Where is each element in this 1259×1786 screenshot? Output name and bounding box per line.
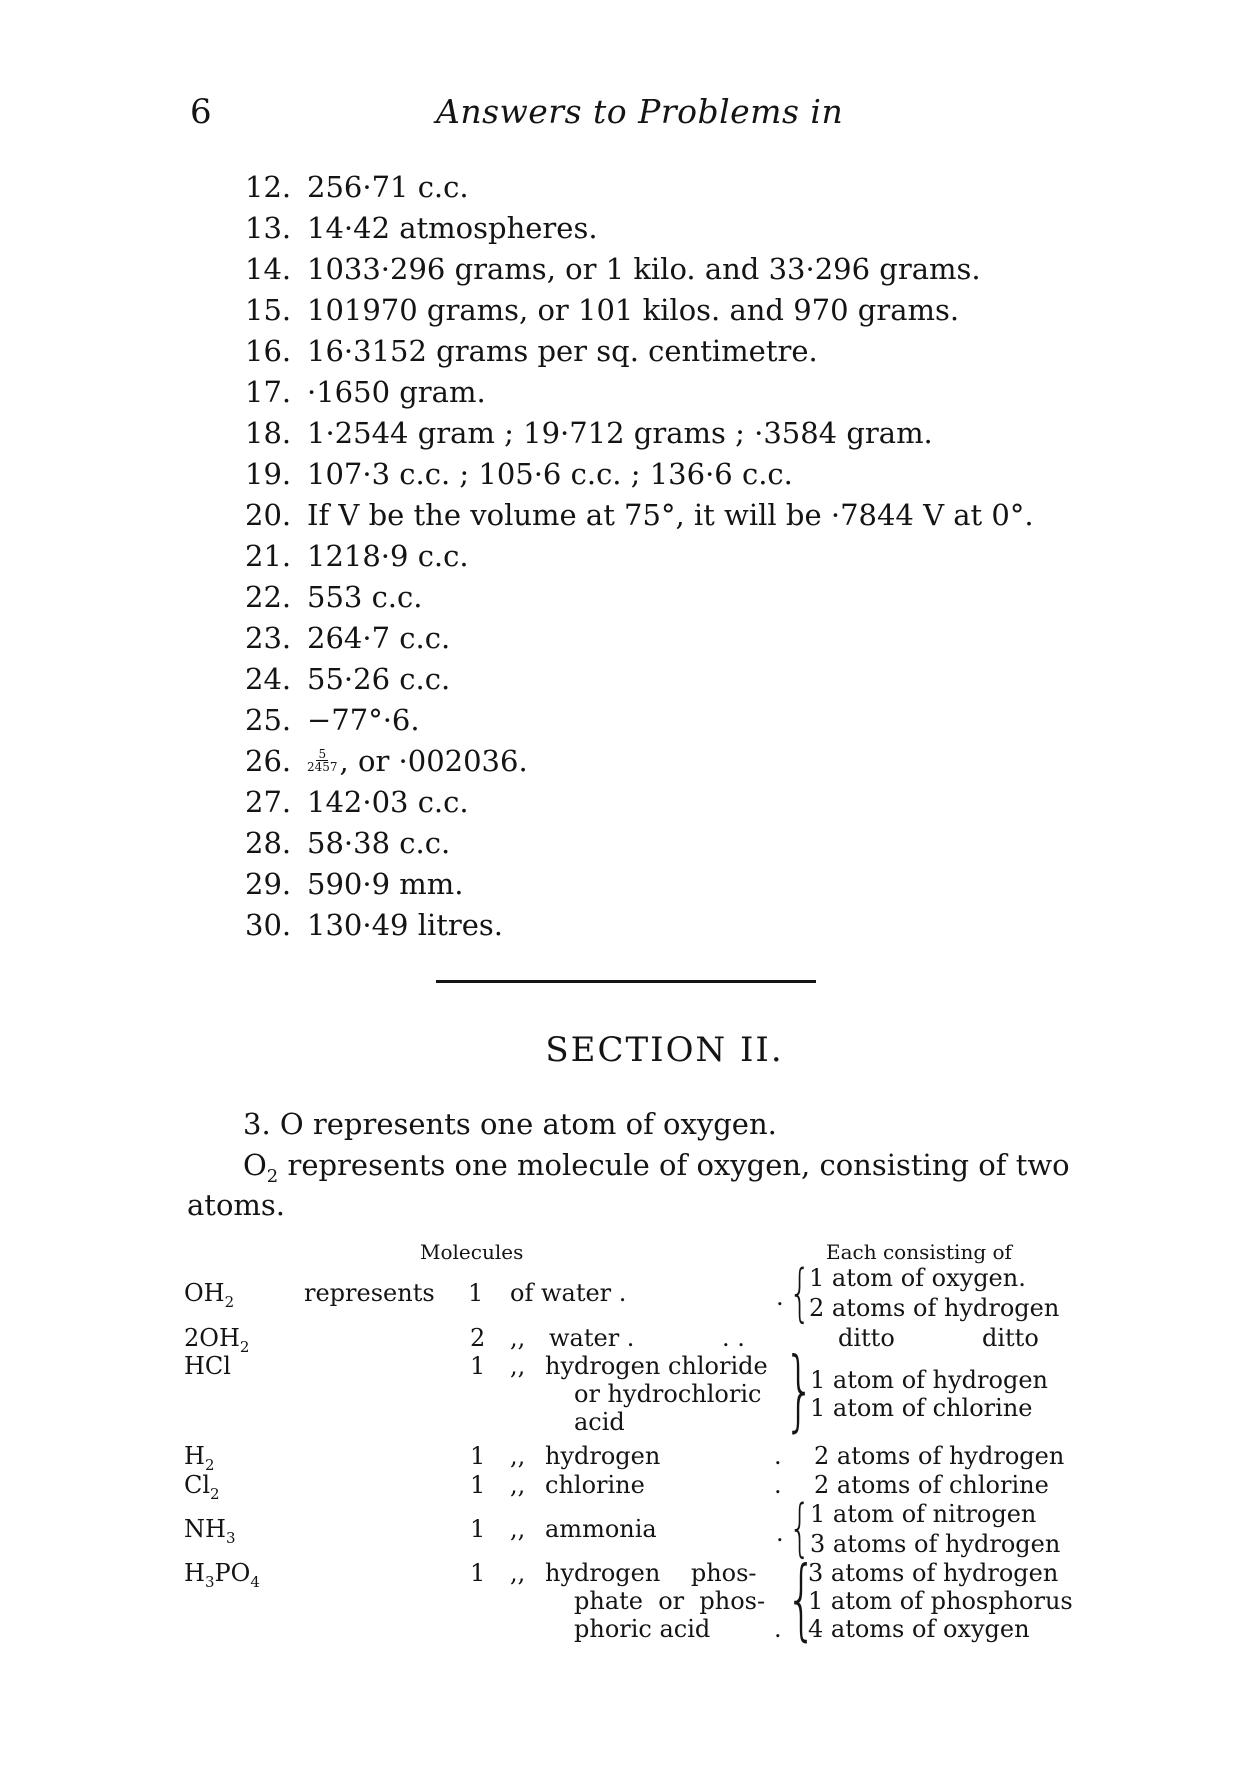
answer-number: 28. <box>245 825 292 860</box>
column-heading-each-consisting: Each consisting of <box>826 1240 1012 1264</box>
answer-item <box>245 617 1034 658</box>
formula-text: H <box>184 1559 205 1587</box>
answer-text: 1218·9 c.c. <box>307 538 469 573</box>
answer-item <box>245 330 1034 371</box>
molecule-count: 1 <box>468 1279 484 1307</box>
answer-item <box>245 781 1034 822</box>
answer-item <box>245 494 1034 535</box>
answer-number: 30. <box>245 907 292 942</box>
answer-item <box>245 658 1034 699</box>
answer-text: 14·42 atmospheres. <box>307 210 598 245</box>
answer-text: If V be the volume at 75°, it will be ·7844 V at 0°. <box>307 497 1034 532</box>
answer-number: 23. <box>245 620 292 655</box>
answer-item <box>245 248 1034 289</box>
molecule-count: 1 <box>470 1515 486 1543</box>
answer-number: 20. <box>245 497 292 532</box>
answer-number: 17. <box>245 374 292 409</box>
answer-item <box>245 740 1034 781</box>
ditto-mark: ,, <box>510 1352 526 1380</box>
substance-name: ammonia <box>545 1515 657 1543</box>
constituent-part: 1 atom of oxygen. <box>809 1264 1026 1292</box>
answer-text: 590·9 mm. <box>307 866 464 901</box>
constituent-part: 4 atoms of oxygen <box>808 1615 1030 1643</box>
answer-item <box>245 699 1034 740</box>
molecule-count: 2 <box>470 1324 486 1352</box>
constituent-part: 2 atoms of chlorine <box>814 1471 1049 1499</box>
substance-name: of water . <box>510 1279 627 1307</box>
substance-name-line: hydrogen chloride <box>545 1352 768 1380</box>
page-number: 6 <box>190 92 212 132</box>
substance-name-line: or hydrochloric <box>574 1380 762 1408</box>
answer-number: 16. <box>245 333 292 368</box>
answer-item <box>245 207 1034 248</box>
paragraph-oxygen-atom: 3. O represents one atom of oxygen. <box>243 1107 777 1141</box>
answer-item <box>245 166 1034 207</box>
paragraph-text: represents one molecule of oxygen, consisting of two <box>278 1148 1070 1182</box>
answer-text: , or ·002036. <box>339 743 528 778</box>
answer-item <box>245 453 1034 494</box>
brace-open: { <box>789 1256 811 1329</box>
formula-subscript: 4 <box>250 1572 260 1591</box>
leader-dot: . <box>776 1519 784 1547</box>
answer-item <box>245 412 1034 453</box>
fraction <box>307 748 338 773</box>
constituent-part: 3 atoms of hydrogen <box>810 1530 1061 1558</box>
formula-text: 2OH <box>184 1324 240 1352</box>
answer-item <box>245 863 1034 904</box>
answer-item <box>245 535 1034 576</box>
answer-text: 1·2544 gram ; 19·712 grams ; ·3584 gram. <box>307 415 933 450</box>
section-divider-rule <box>436 980 816 983</box>
section-title: SECTION II. <box>545 1030 784 1070</box>
constituent-part: 1 atom of chlorine <box>810 1394 1033 1422</box>
ditto-mark: ,, <box>510 1471 526 1499</box>
formula-text: H <box>184 1442 205 1470</box>
formula-text: OH <box>184 1279 225 1307</box>
molecule-count: 1 <box>470 1559 486 1587</box>
ditto-text: ditto <box>982 1324 1039 1352</box>
answer-number: 19. <box>245 456 292 491</box>
answer-item <box>245 822 1034 863</box>
answer-number: 24. <box>245 661 292 696</box>
ditto-mark: ,, <box>510 1515 526 1543</box>
answer-number: 15. <box>245 292 292 327</box>
formula: HCl <box>184 1352 231 1380</box>
leader-dot: . <box>776 1283 784 1311</box>
answer-number: 21. <box>245 538 292 573</box>
constituent-part: 1 atom of hydrogen <box>810 1366 1048 1394</box>
represents-label: represents <box>304 1279 435 1307</box>
formula-subscript: 2 <box>266 1165 279 1187</box>
substance-name: hydrogen <box>545 1442 661 1470</box>
ditto-mark: ,, <box>510 1324 526 1352</box>
paragraph-continuation: atoms. <box>187 1188 286 1222</box>
molecule-count: 1 <box>470 1471 486 1499</box>
formula <box>184 1279 234 1317</box>
answer-text: 107·3 c.c. ; 105·6 c.c. ; 136·6 c.c. <box>307 456 793 491</box>
formula-subscript: 3 <box>225 1528 236 1547</box>
answer-text: 58·38 c.c. <box>307 825 451 860</box>
formula-subscript: 2 <box>210 1484 220 1503</box>
answer-text: 142·03 c.c. <box>307 784 469 819</box>
brace-close: } <box>784 1338 815 1441</box>
leader-dot: . <box>774 1615 782 1643</box>
ditto-mark: ,, <box>510 1442 526 1470</box>
fraction-numerator: 5 <box>318 747 327 761</box>
answer-number: 22. <box>245 579 292 614</box>
answer-number: 13. <box>245 210 292 245</box>
substance-name-line: hydrogen phos- <box>545 1559 757 1587</box>
formula-subscript: 2 <box>204 1455 215 1474</box>
answer-item <box>245 371 1034 412</box>
molecule-count: 1 <box>470 1352 486 1380</box>
answer-number: 14. <box>245 251 292 286</box>
answer-item <box>245 289 1034 330</box>
answer-text: 264·7 c.c. <box>307 620 451 655</box>
substance-name-line: phate or phos- <box>574 1587 766 1615</box>
constituent-part: 3 atoms of hydrogen <box>808 1559 1059 1587</box>
formula <box>184 1471 220 1509</box>
answer-text: 130·49 litres. <box>307 907 504 942</box>
answer-text: 101970 grams, or 101 kilos. and 970 grams. <box>307 292 960 327</box>
formula <box>184 1559 260 1597</box>
formula-subscript: 2 <box>239 1337 250 1356</box>
constituent-part: 1 atom of nitrogen <box>810 1500 1037 1528</box>
answer-text: 16·3152 grams per sq. centimetre. <box>307 333 818 368</box>
answer-number: 18. <box>245 415 292 450</box>
ditto-mark: ,, <box>510 1559 526 1587</box>
formula-text: PO <box>214 1559 251 1587</box>
running-title: Answers to Problems in <box>436 92 844 131</box>
paragraph-oxygen-molecule <box>243 1148 1070 1187</box>
answer-text: 55·26 c.c. <box>307 661 451 696</box>
formula <box>184 1515 235 1553</box>
constituent-part: 2 atoms of hydrogen <box>809 1294 1060 1322</box>
answer-number: 26. <box>245 743 292 778</box>
substance-name-line: acid <box>574 1408 625 1436</box>
constituent-part: 2 atoms of hydrogen <box>814 1442 1065 1470</box>
substance-name: chlorine <box>545 1471 645 1499</box>
formula-subscript: 2 <box>224 1292 235 1311</box>
leader-dot: . <box>774 1442 782 1470</box>
answer-number: 12. <box>245 169 292 204</box>
brace-open: { <box>789 1491 811 1564</box>
answer-item <box>245 904 1034 945</box>
column-heading-molecules: Molecules <box>420 1240 524 1264</box>
answer-item <box>245 576 1034 617</box>
answer-number: 25. <box>245 702 292 737</box>
formula-text: NH <box>184 1515 226 1543</box>
brace-open: { <box>786 1547 817 1650</box>
answer-number: 27. <box>245 784 292 819</box>
substance-name: water . <box>549 1324 635 1352</box>
constituent-part: 1 atom of phosphorus <box>808 1587 1073 1615</box>
leader-dots: . . <box>722 1324 745 1352</box>
ditto-text: ditto <box>838 1324 895 1352</box>
answer-number: 29. <box>245 866 292 901</box>
molecule-count: 1 <box>470 1442 486 1470</box>
fraction-denominator: 2457 <box>307 760 338 774</box>
answer-text: ·1650 gram. <box>307 374 486 409</box>
answer-text: 1033·296 grams, or 1 kilo. and 33·296 grams. <box>307 251 981 286</box>
substance-name-line: phoric acid <box>574 1615 711 1643</box>
leader-dot: . <box>774 1471 782 1499</box>
answers-list <box>245 166 1034 945</box>
answer-text: 553 c.c. <box>307 579 423 614</box>
formula-symbol: O <box>243 1148 267 1182</box>
answer-text: 256·71 c.c. <box>307 169 469 204</box>
formula-subscript: 3 <box>204 1572 215 1591</box>
answer-text: −77°·6. <box>307 702 420 737</box>
formula-text: Cl <box>184 1471 211 1499</box>
